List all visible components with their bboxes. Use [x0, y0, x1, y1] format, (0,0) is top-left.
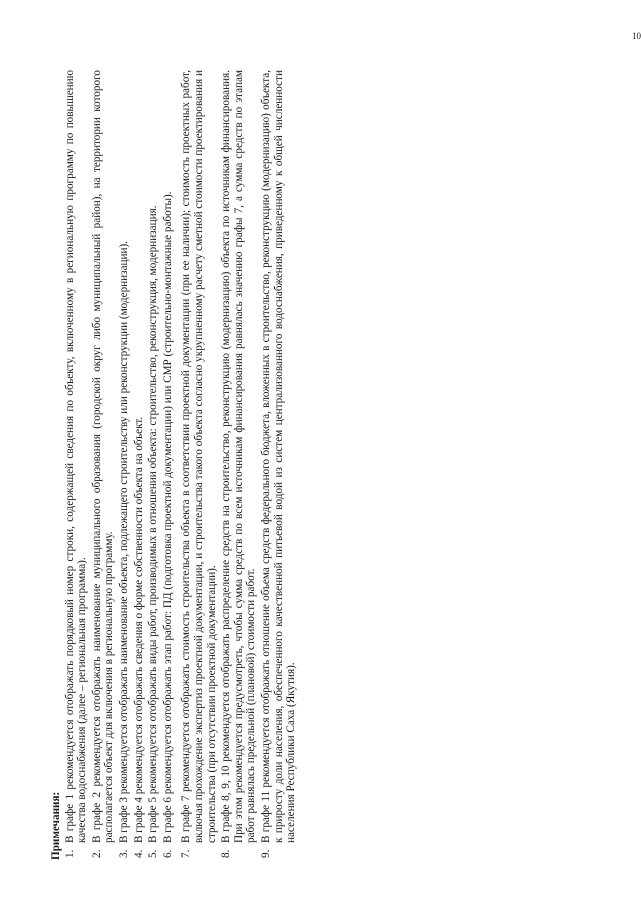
note-text: В графе 7 рекомендуется отображать стоимость строительства объекта в соответствии проектной документации (при ее наличии); стоимость проектных работ, включая прохождение экспертиз проектной документации, и строительства такого объекта согласно укрупненному расчету сметной стоимости проектирования и строительства (при отсутствии проектной документации). [180, 70, 218, 843]
note-item [118, 70, 131, 860]
note-item [64, 70, 89, 860]
note-text: В графе 4 рекомендуется отображать сведения о форме собственности объекта на объект. [132, 416, 145, 843]
note-text: В графе 5 рекомендуется отображать виды работ, производимых в отношении объекта: строительство, реконструкция, модернизация. [147, 205, 160, 843]
note-item [147, 70, 160, 860]
note-item [91, 70, 116, 860]
note-text: В графе 8, 9, 10 рекомендуется отображать распределение средств на строительство, реконструкцию (модернизацию) объекта по источникам финансирования. При этом рекомендуется предусмотреть, чтобы сумма средств по всем источникам финансирования равнялась значению графы 7, а сумма средств по этапам работ равнялась предельной (плановой) стоимости работ. [220, 70, 258, 843]
note-item [260, 70, 298, 860]
note-number: 8. [220, 849, 233, 858]
note-number: 7. [180, 849, 193, 858]
note-text: В графе 1 рекомендуется отображать порядковый номер строки, содержащей сведения по объекту, включенному в региональную программу по повышению качества водоснабжения (далее – региональная программа). [63, 70, 89, 843]
note-number: 5. [147, 849, 160, 858]
note-number: 1. [63, 849, 76, 858]
page-number: 10 [632, 31, 641, 41]
notes-list [64, 70, 298, 860]
note-item [162, 70, 175, 860]
notes-heading: Примечания: [50, 791, 62, 860]
notes-section [50, 70, 300, 860]
note-text: В графе 2 рекомендуется отображать наименование муниципального образования (городской округ либо муниципальный район), на территории которого располагается объект для включения в региональную программу. [90, 70, 116, 843]
note-number: 3. [117, 849, 130, 858]
note-number: 9. [259, 849, 272, 858]
note-item [220, 70, 258, 860]
note-item [180, 70, 218, 860]
note-text: В графе 11 рекомендуется отображать отношение объема средств федерального бюджета, вложенных в строительство, реконструкцию (модернизацию) объекта, к приросту доли населения, обеспеченного качественной питьевой водой из систем централизованного водоснабжения, приведенному к общей численности населения Республики Саха (Якутия). [259, 70, 298, 843]
note-number: 2. [90, 849, 103, 858]
note-text: В графе 6 рекомендуется отображать этап работ: ПД (подготовка проектной документации) или СМР (строительно-монтажные работы). [161, 191, 174, 843]
note-item [133, 70, 146, 860]
note-number: 6. [161, 849, 174, 858]
note-number: 4. [132, 849, 145, 858]
note-text: В графе 3 рекомендуется отображать наименование объекта, подлежащего строительству или реконструкции (модернизации). [117, 240, 130, 843]
